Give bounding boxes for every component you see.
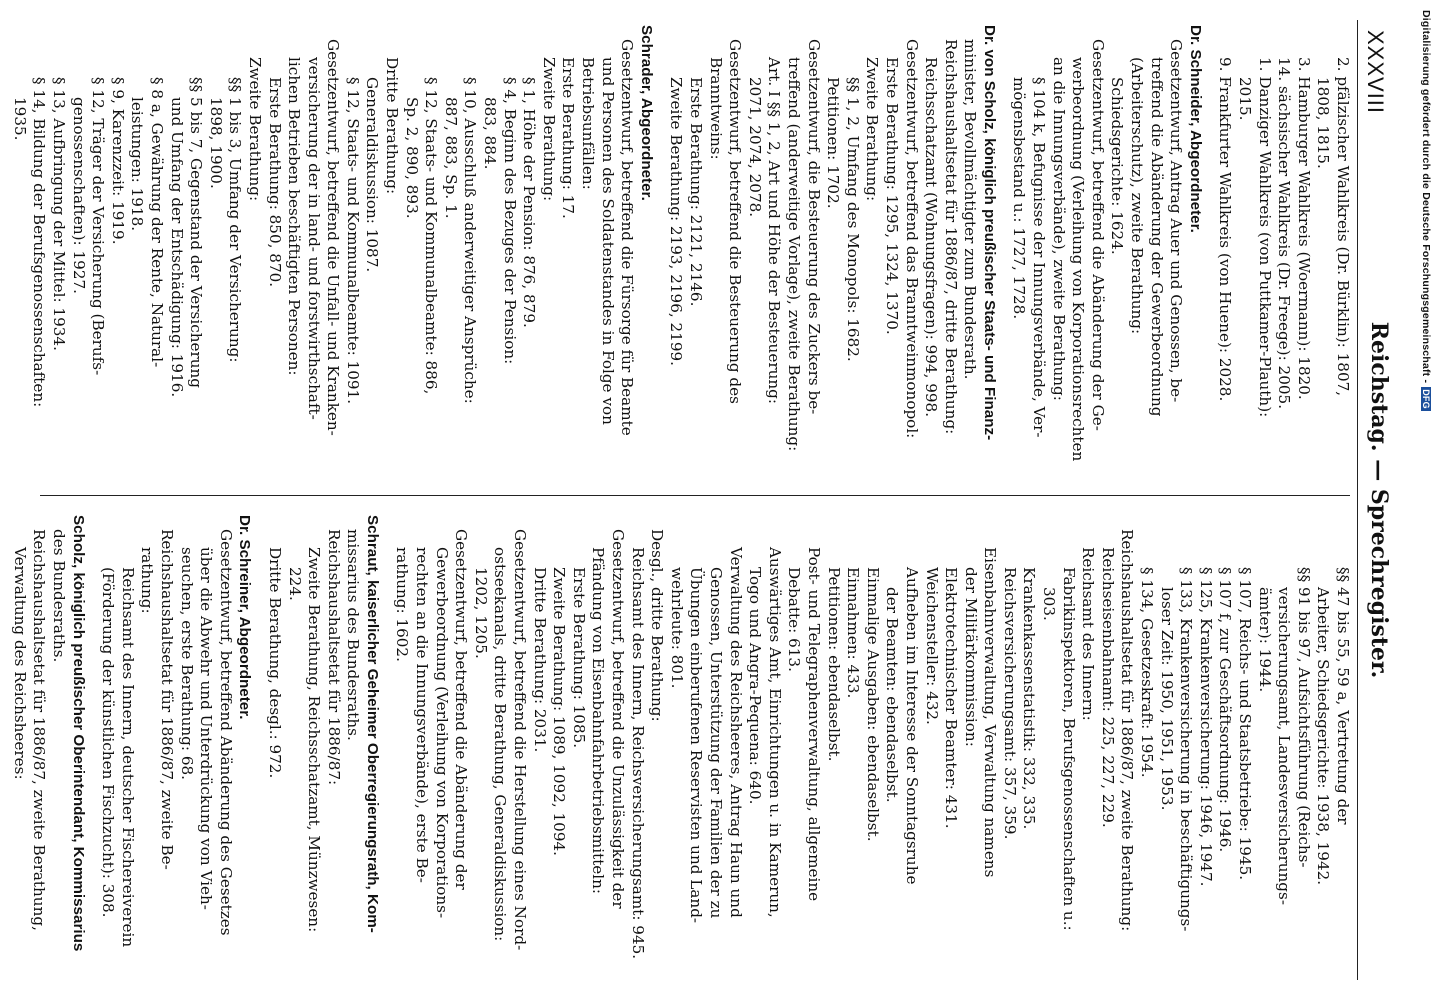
register-line: Reichseisenbahnamt: 225, 227, 229.: [1098, 547, 1117, 828]
entry-gap: [999, 25, 1009, 480]
register-line: § 10, Ausschluß anderweitiger Ansprüche:: [461, 77, 480, 404]
speaker-name: Scholz, königlich preußischer Oberintendant, Kommissarius: [69, 515, 87, 952]
register-line: § 133, Krankenversicherung in beschäftigungs-: [1177, 567, 1196, 932]
register-line: Gesetzentwurf, betreffend die Besteuerung des: [726, 39, 745, 404]
register-line: Reichshaushaltsetat für 1886/87, zweite Berathung,: [30, 529, 49, 931]
register-line: Zweite Berathung:: [539, 57, 558, 202]
digitization-watermark: [1418, 10, 1432, 990]
register-line: Fabrikinspektoren, Berufsgenossenschaften u.:: [1059, 567, 1078, 931]
register-line: § 125, Krankenversicherung: 1946, 1947.: [1196, 567, 1215, 887]
register-line: und Umfang der Entschädigung: 1916.: [167, 97, 186, 398]
register-line: Zweite Berathung:: [245, 57, 264, 202]
register-line: werbeordnung (Verleihung von Korporationsrechten: [1069, 57, 1088, 462]
entry-gap: [656, 25, 666, 480]
register-line: Gesetzentwurf, betreffend die Abänderung der: [452, 529, 471, 890]
register-line: ostseekanals, dritte Berathung, Generaldiskussion:: [491, 547, 510, 942]
register-line: § 12, Träger der Versicherung (Berufs-: [89, 77, 108, 376]
register-line: Dritte Berathung:: [383, 57, 402, 195]
register-line: 883, 884.: [481, 97, 500, 170]
register-line: 2015.: [1236, 77, 1255, 121]
register-line: ämter): 1944.: [1255, 587, 1274, 693]
register-line: Einmalige Ausgaben: ebendaselbst.: [863, 567, 882, 842]
register-line: der Militärkommission:: [961, 567, 980, 747]
register-line: Branntweins:: [706, 57, 725, 160]
register-line: 9. Frankfurter Wahlkreis (von Huene): 2028.: [1216, 57, 1235, 402]
register-line: Erste Berathung: 2121, 2146.: [687, 77, 705, 307]
register-line: § 13, Aufbringung der Mittel: 1934.: [50, 77, 68, 351]
register-line: Verwaltung des Reichsheeres:: [10, 547, 29, 780]
register-line: 2. pfälzischer Wahlkreis (Dr. Bürklin): 1807,: [1334, 57, 1352, 397]
register-line: und Personen des Soldatenstandes in Folge von: [598, 57, 617, 425]
left-column: [9, 25, 1352, 480]
register-line: Genossen, Unterstützung der Familien der zu: [707, 567, 725, 919]
entry-gap: [88, 515, 98, 970]
register-line: Schiedsgerichte: 1624.: [1108, 77, 1127, 255]
register-line: Zweite Berathung, Reichsschatzamt, Münzwesen:: [305, 547, 324, 933]
register-line: Gesetzentwurf, Antrag Auer und Genossen, be-: [1167, 39, 1186, 403]
register-line: Erste Berathung: 1295, 1324, 1370.: [882, 57, 901, 335]
register-line: lichen Betrieben beschäftigten Personen:: [285, 57, 304, 376]
register-line: versicherung der in land- und forstwirthschaft-: [304, 57, 323, 420]
register-line: Petitionen: 1702.: [824, 77, 843, 209]
register-line: versicherungsamt, Landesversicherungs-: [1275, 587, 1294, 905]
register-line: § 12, Staats- und Kommunalbeamte: 886,: [422, 77, 441, 395]
register-line: Elektrotechnischer Beamter: 431.: [942, 567, 961, 829]
register-line: Petitionen: ebendaselbst.: [824, 567, 843, 762]
register-line: § 4, Beginn des Bezuges der Pension:: [500, 77, 519, 365]
right-column: [9, 515, 1352, 970]
register-line: Gewerbeordnung (Verleihung von Korporations-: [432, 547, 451, 919]
register-line: 887, 883, Sp. 1.: [441, 97, 460, 219]
register-line: § 107, Reichs- und Staatsbetriebe: 1945.: [1236, 567, 1255, 881]
register-line: an die Innungsverbände), zweite Berathung:: [1049, 57, 1068, 401]
register-line: Einnahmen: 433.: [844, 567, 863, 699]
register-line: Generaldiskussion: 1087.: [363, 77, 382, 273]
register-line: Erste Berathung: 17.: [559, 57, 578, 219]
register-line: (Förderung der künstlichen Fischzucht): 308.: [99, 567, 118, 918]
entry-gap: [1205, 25, 1215, 480]
register-line: 2071, 2074, 2078.: [745, 77, 764, 218]
register-line: Eisenbahnverwaltung, Verwaltung namens: [981, 547, 1000, 878]
register-line: Krankenkassenstatistik: 332, 335.: [1020, 567, 1039, 830]
speaker-name: Dr. von Scholz, königlich preußischer Staats- und Finanz-: [980, 25, 998, 441]
register-line: Debatte: 613.: [785, 567, 804, 672]
register-line: Erste Berathung: 850, 870.: [265, 77, 284, 288]
register-line: § 104 k, Befugnisse der Innungsverbände, Ver-: [1030, 77, 1049, 438]
register-line: Gesetzentwurf, betreffend Abänderung des Gesetzes: [216, 529, 235, 936]
register-line: Reichshaushaltsetat für 1886/87:: [324, 529, 343, 786]
speaker-name: Dr. Schneider, Abgeordneter.: [1186, 25, 1204, 233]
register-line: Gesetzentwurf, betreffend die Unzulässigkeit der: [609, 529, 628, 909]
register-line: Reichshaushaltsetat für 1886/87, zweite Berathung:: [1118, 529, 1137, 932]
register-line: § 14, Bildung der Berufsgenossenschaften:: [30, 77, 49, 408]
register-line: §§ 5 bis 7, Gegenstand der Versicherung: [187, 77, 206, 389]
register-line: der Beamten: ebendaselbst.: [883, 587, 902, 803]
register-line: über die Abwehr und Unterdrückung von Vieh-: [197, 547, 216, 910]
register-line: § 8 a, Gewährung der Rente, Natural-: [147, 77, 166, 368]
register-line: Dritte Berathung: 2031.: [530, 567, 549, 753]
register-line: § 134, Gesetzeskraft: 1954.: [1138, 567, 1157, 778]
register-line: Zweite Berathung: 1089, 1092, 1094.: [550, 567, 569, 856]
register-line: Reichshaushaltsetat für 1886/87, zweite Be-: [157, 529, 176, 870]
register-line: Reichsamt des Innern, Reichsversicherungsamt: 945.: [628, 547, 647, 960]
register-line: Reichsamt des Innern:: [1079, 547, 1098, 721]
register-line: 303.: [1040, 587, 1059, 621]
register-line: § 12, Staats- und Kommunalbeamte: 1091.: [343, 77, 362, 405]
register-line: Reichsamt des Innern, deutscher Fischereiverein: [118, 567, 137, 948]
register-line: Sp. 2, 890, 893.: [402, 97, 421, 219]
register-line: Arbeiter, Schiedsgerichte: 1938, 1942.: [1314, 587, 1333, 886]
register-line: seuchen, erste Berathung: 68.: [177, 547, 196, 780]
register-line: wehrleute: 801.: [667, 567, 686, 689]
register-line: Betriebsunfällen:: [579, 57, 598, 190]
entry-gap: [382, 515, 392, 970]
register-line: Verwaltung des Reichsheeres, Antrag Haun und: [726, 547, 745, 918]
register-line: Post- und Telegraphenverwaltung, allgemeine: [804, 547, 823, 902]
register-line: des Bundesraths.: [50, 529, 68, 663]
register-line: Reichshaushaltsetat für 1886/87, dritte Berathung:: [941, 39, 960, 435]
column-divider: [40, 495, 1350, 496]
register-line: § 107 f, zur Geschäftsordnung: 1946.: [1216, 567, 1235, 853]
register-line: Erste Berathung: 1085.: [569, 567, 588, 749]
register-line: §§ 47 bis 55, 59 a, Vertretung der: [1334, 567, 1352, 825]
register-line: 1808, 1815.: [1314, 77, 1333, 169]
speaker-name: Schrader, Abgeordneter.: [637, 25, 655, 201]
register-line: Aufheben im Interesse der Sonntagsruhe: [902, 567, 921, 885]
register-line: 3. Hamburger Wahlkreis (Woermann): 1820.: [1294, 57, 1313, 400]
register-line: mögensbestand u.: 1727, 1728.: [1010, 77, 1029, 320]
register-line: Dritte Berathung, desgl.: 972.: [265, 547, 284, 779]
register-line: missarius des Bundesraths.: [344, 529, 363, 741]
register-line: Zweite Berathung:: [863, 57, 882, 202]
register-line: 1935.: [10, 97, 29, 141]
register-line: rathung:: [138, 547, 157, 614]
register-line: Zweite Berathung: 2193, 2196, 2199.: [667, 77, 686, 366]
register-line: Gesetzentwurf, betreffend die Unfall- und Kranken-: [324, 39, 343, 436]
page-header: [1357, 20, 1398, 980]
register-line: Gesetzentwurf, betreffend die Herstellung eines Nord-: [511, 529, 530, 951]
register-line: (Arbeiterschutz), zweite Berathung:: [1128, 57, 1147, 335]
register-line: genossenschaften): 1927.: [69, 97, 88, 294]
register-line: §§ 91 bis 97, Aufsichtsführung (Reichs-: [1294, 567, 1313, 868]
register-line: §§ 1, 2, Umfang des Monopols: 1682.: [843, 77, 862, 362]
register-line: minister, Bevollmächtigter zum Bundesrath.: [961, 39, 980, 380]
register-line: Reichsschatzamt (Wohnungsfragen): 994, 998.: [922, 57, 941, 418]
register-line: Gesetzentwurf, betreffend das Branntweinmonopol:: [902, 39, 921, 439]
register-line: Togo und Angra-Pequena: 640.: [746, 567, 765, 805]
watermark-text: Digitalisierung gefördert durch die Deutsche Forschungsgemeinschaft -: [1420, 10, 1432, 384]
register-line: § 1, Höhe der Pension: 876, 879.: [520, 77, 539, 328]
register-line: rechten an die Innungsverbände), erste Be-: [413, 547, 432, 883]
register-line: Desgl., dritte Berathung:: [648, 529, 667, 722]
register-line: Weichensteller: 432.: [922, 567, 941, 725]
register-line: Gesetzentwurf, betreffend die Abänderung der Ge-: [1088, 39, 1107, 431]
register-line: treffend die Abänderung der Gewerbeordnung: [1147, 57, 1166, 417]
speaker-name: Schraut, kaiserlicher Geheimer Oberregierungsrath, Kom-: [363, 515, 381, 933]
speaker-name: Dr. Schreiner, Abgeordneter.: [236, 515, 254, 720]
page-title: Reichstag. — Sprechregister.: [1366, 321, 1392, 679]
register-line: leistungen: 1918.: [128, 97, 147, 232]
register-line: Übungen einberufenen Reservisten und Land-: [687, 567, 706, 924]
register-line: Gesetzentwurf, betreffend die Fürsorge für Beamte: [618, 39, 637, 436]
register-line: §§ 1 bis 3, Umfang der Versicherung:: [226, 77, 245, 363]
page-number: XXXVIII: [1363, 30, 1388, 115]
register-line: 224.: [285, 567, 304, 601]
register-line: Auswärtiges Amt, Einrichtungen u. in Kamerun,: [765, 547, 784, 918]
register-line: Pfändung von Eisenbahnfahrbetriebsmitteln:: [589, 547, 608, 895]
register-line: 1. Danziger Wahlkreis (von Puttkamer-Plauth):: [1255, 57, 1274, 418]
register-line: § 9, Karenzzeit: 1919.: [108, 77, 127, 245]
register-line: rathung: 1602.: [393, 547, 412, 662]
register-line: loser Zeit: 1950, 1951, 1953.: [1157, 587, 1176, 811]
register-line: Reichsversicherungsamt: 357, 359.: [1000, 567, 1019, 840]
register-line: 1202, 1205.: [471, 567, 490, 659]
register-line: treffend (anderweitige Vorlage), zweite Berathung:: [784, 57, 803, 452]
register-line: Gesetzentwurf, die Besteuerung des Zuckers be-: [804, 39, 823, 415]
register-line: 1898, 1900.: [206, 97, 225, 189]
register-line: Art. I §§ 1, 2, Art und Höhe der Besteuerung:: [765, 57, 784, 404]
entry-gap: [254, 515, 264, 970]
register-line: 14. sächsischer Wahlkreis (Dr. Freege): 2005.: [1275, 57, 1294, 410]
dfg-logo-badge: DFG: [1421, 389, 1431, 409]
